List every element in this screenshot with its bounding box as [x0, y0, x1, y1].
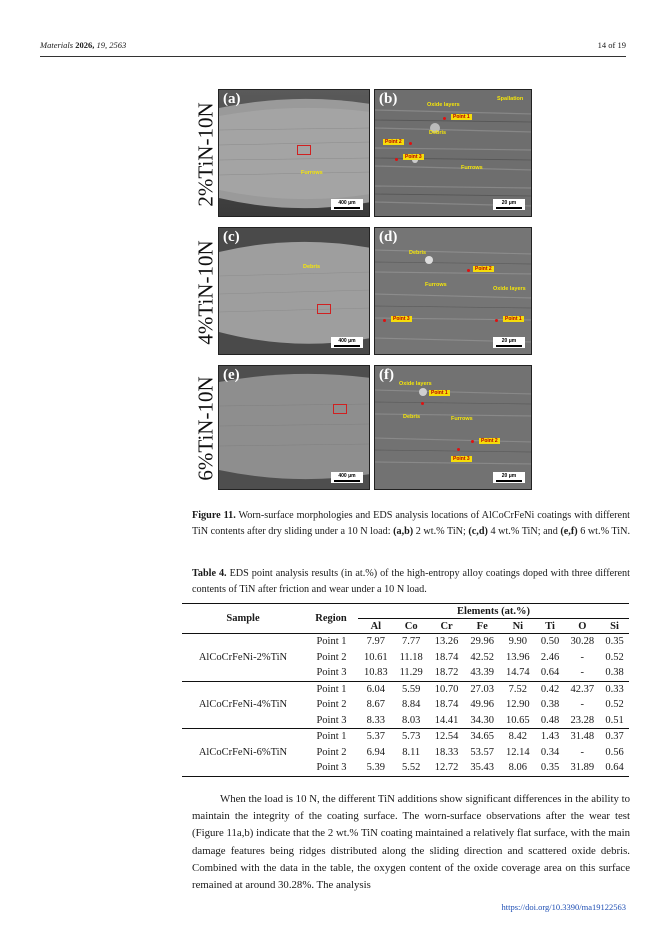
- point-marker: [495, 319, 498, 322]
- annotation-spallation: Spallation: [497, 96, 524, 102]
- element-header: Ti: [536, 619, 565, 634]
- value-cell: 0.50: [536, 634, 565, 650]
- point-marker: [471, 440, 474, 443]
- table-row: [182, 634, 629, 650]
- table-group-2pct: [182, 634, 629, 682]
- value-cell: 49.96: [470, 699, 495, 711]
- column-header-sample: Sample: [182, 604, 304, 634]
- figure-caption: Figure 11. Worn-surface morphologies and EDS analysis locations of AlCoCrFeNi coatings with different TiN contents after dry sliding under a 10 N load: (a,b) 2 wt.% TiN; (c,d) 4 wt.% TiN; and (e,f) 6 wt.% TiN.: [192, 510, 631, 537]
- point-marker-label: Point 1: [505, 316, 522, 322]
- point-marker: [457, 448, 460, 451]
- zoom-region-box: [333, 404, 347, 414]
- value-cell: 9.90: [500, 634, 536, 650]
- value-cell: 6.94: [366, 746, 385, 758]
- scale-bar: 20 μm: [493, 472, 525, 483]
- annotation-oxide-layers: Oxide layers: [427, 102, 460, 108]
- sem-panel-f: [374, 365, 532, 490]
- value-cell: 0.38: [605, 667, 624, 679]
- value-cell: 5.59: [394, 681, 429, 697]
- panel-label-a: (a): [223, 91, 241, 107]
- value-cell: 11.29: [399, 667, 423, 679]
- zoom-region-box: [297, 145, 311, 155]
- value-cell: 29.96: [464, 634, 500, 650]
- annotation-debris: Debris: [429, 130, 447, 136]
- value-cell: 7.52: [500, 681, 536, 697]
- region-cell: Point 1: [304, 729, 358, 745]
- value-cell: 5.52: [394, 760, 429, 776]
- panel-label-b: (b): [379, 91, 398, 107]
- journal-citation: Materials 2026, 19, 2563: [40, 40, 127, 50]
- point-marker: [395, 158, 398, 161]
- value-cell: 8.03: [402, 714, 421, 726]
- element-header: Ni: [500, 619, 536, 634]
- point-marker: [409, 142, 412, 145]
- value-cell: 0.51: [605, 714, 624, 726]
- column-header-elements: Elements (at.%): [358, 604, 629, 619]
- point-marker-label: Point 3: [405, 154, 422, 160]
- value-cell: 0.48: [540, 714, 560, 726]
- element-header: Al: [358, 619, 394, 634]
- point-marker: [383, 319, 386, 322]
- value-cell: 5.37: [358, 729, 394, 745]
- value-cell: 8.84: [402, 699, 421, 711]
- value-cell: 0.52: [605, 651, 624, 663]
- value-cell: 10.61: [364, 651, 388, 663]
- zoom-region-box: [317, 304, 331, 314]
- point-marker-label: Point 2: [385, 139, 402, 145]
- annotation-debris: Debris: [403, 414, 421, 420]
- region-cell: Point 3: [304, 760, 358, 776]
- sample-name: AlCoCrFeNi-6%TiN: [182, 729, 304, 777]
- value-cell: 10.70: [429, 681, 465, 697]
- element-header: Fe: [464, 619, 500, 634]
- sem-panel-c: [218, 227, 370, 355]
- region-cell: Point 2: [316, 699, 347, 711]
- value-cell: 34.30: [470, 714, 495, 726]
- sem-panel-b: [374, 89, 532, 217]
- annotation-furrows: Furrows: [425, 282, 447, 288]
- region-cell: Point 2: [316, 746, 347, 758]
- row-label-2pct: 2%TiN-10N: [193, 101, 218, 207]
- value-cell: 18.74: [434, 699, 459, 711]
- value-cell: 42.37: [564, 681, 600, 697]
- value-cell: 18.72: [434, 667, 459, 679]
- element-header: Co: [394, 619, 429, 634]
- value-cell: 14.74: [506, 667, 530, 679]
- running-header: [40, 40, 626, 54]
- value-cell: 42.52: [470, 651, 495, 663]
- point-marker-label: Point 2: [481, 438, 498, 444]
- point-marker: [443, 117, 446, 120]
- panel-label-e: (e): [223, 367, 240, 383]
- annotation-debris: Debris: [409, 250, 427, 256]
- value-cell: 5.39: [358, 760, 394, 776]
- header-divider: [40, 56, 626, 57]
- value-cell: 1.43: [536, 729, 565, 745]
- value-cell: 10.65: [506, 714, 530, 726]
- sem-image-c: [219, 228, 370, 355]
- element-header: O: [564, 619, 600, 634]
- value-cell: 31.89: [564, 760, 600, 776]
- value-cell: 18.74: [434, 651, 459, 663]
- annotation-furrows: Furrows: [451, 416, 473, 422]
- value-cell: 0.38: [540, 699, 560, 711]
- value-cell: 0.42: [536, 681, 565, 697]
- value-cell: 0.33: [600, 681, 629, 697]
- point-marker-label: Point 3: [453, 456, 470, 462]
- value-cell: 7.77: [394, 634, 429, 650]
- column-header-region: Region: [304, 604, 358, 634]
- sem-panel-e: [218, 365, 370, 490]
- value-cell: 27.03: [464, 681, 500, 697]
- value-cell: 43.39: [470, 667, 495, 679]
- value-cell: 34.65: [464, 729, 500, 745]
- point-marker-label: Point 2: [475, 266, 492, 272]
- value-cell: 23.28: [570, 714, 595, 726]
- annotation-debris: Debris: [303, 264, 321, 270]
- eds-table: [182, 603, 629, 777]
- annotation-oxide-layers: Oxide layers: [399, 381, 432, 387]
- value-cell: 35.43: [464, 760, 500, 776]
- table-row: [182, 681, 629, 697]
- scale-bar: 20 μm: [493, 199, 525, 210]
- sample-name: AlCoCrFeNi-4%TiN: [182, 681, 304, 729]
- scale-bar: 20 μm: [493, 337, 525, 348]
- element-header: Cr: [429, 619, 465, 634]
- value-cell: 0.56: [605, 746, 624, 758]
- value-cell: -: [580, 699, 585, 711]
- point-marker: [421, 402, 424, 405]
- body-paragraph: When the load is 10 N, the different TiN additions show significant differences in the ability to maintain the integrity of the coating surface. The worn-surface observations after the wear test (Figure 11a,b) indicate that the 2 wt.% TiN coating maintained a relatively flat surface, with the main damage features being ridges distributed along the sliding direction and scattered oxide debris. Combined with the data in the table, the oxygen content of the oxide coverage area on this surface remained at around 30.28%. The analysis: [192, 793, 630, 892]
- table-caption: Table 4. EDS point analysis results (in at.%) of the high-entropy alloy coatings doped with three different contents of TiN after friction and wear under a 10 N load.: [192, 568, 630, 595]
- scale-bar: 400 μm: [331, 472, 363, 483]
- value-cell: 12.72: [429, 760, 465, 776]
- value-cell: 10.83: [364, 667, 388, 679]
- value-cell: 0.35: [536, 760, 565, 776]
- row-label-4pct: 4%TiN-10N: [193, 239, 218, 345]
- table-row: [182, 729, 629, 745]
- sem-image-b: [375, 90, 532, 217]
- value-cell: 0.52: [605, 699, 624, 711]
- value-cell: 12.14: [506, 746, 530, 758]
- value-cell: 8.06: [500, 760, 536, 776]
- value-cell: -: [580, 667, 585, 679]
- sample-name: AlCoCrFeNi-2%TiN: [182, 634, 304, 682]
- value-cell: 8.42: [500, 729, 536, 745]
- value-cell: 18.33: [434, 746, 459, 758]
- point-marker: [467, 269, 470, 272]
- value-cell: 31.48: [564, 729, 600, 745]
- page-number: 14 of 19: [597, 40, 626, 50]
- value-cell: 12.90: [506, 699, 530, 711]
- scale-bar: 400 μm: [331, 337, 363, 348]
- value-cell: -: [580, 746, 585, 758]
- region-cell: Point 2: [316, 651, 347, 663]
- sem-panel-a: [218, 89, 370, 217]
- value-cell: 2.46: [540, 651, 560, 663]
- value-cell: 0.37: [600, 729, 629, 745]
- region-cell: Point 1: [304, 634, 358, 650]
- panel-label-f: (f): [379, 367, 394, 383]
- value-cell: 0.64: [600, 760, 629, 776]
- annotation-furrows: Furrows: [301, 170, 323, 176]
- panel-label-c: (c): [223, 229, 240, 245]
- value-cell: 0.64: [540, 667, 560, 679]
- table-group-4pct: [182, 681, 629, 729]
- region-cell: Point 3: [316, 714, 347, 726]
- value-cell: 13.96: [506, 651, 530, 663]
- value-cell: 0.35: [600, 634, 629, 650]
- value-cell: 8.67: [366, 699, 385, 711]
- value-cell: 12.54: [429, 729, 465, 745]
- value-cell: 8.33: [366, 714, 385, 726]
- annotation-furrows: Furrows: [461, 165, 483, 171]
- point-marker-label: Point 3: [393, 316, 410, 322]
- value-cell: 7.97: [358, 634, 394, 650]
- value-cell: 30.28: [564, 634, 600, 650]
- value-cell: 13.26: [429, 634, 465, 650]
- scale-bar: 400 μm: [331, 199, 363, 210]
- row-label-6pct: 6%TiN-10N: [193, 375, 218, 481]
- value-cell: 53.57: [470, 746, 495, 758]
- annotation-oxide-layers: Oxide layers: [493, 286, 526, 292]
- value-cell: 8.11: [402, 746, 421, 758]
- sem-panel-d: [374, 227, 532, 355]
- value-cell: 14.41: [434, 714, 459, 726]
- value-cell: 0.34: [540, 746, 560, 758]
- value-cell: 5.73: [394, 729, 429, 745]
- value-cell: -: [580, 651, 585, 663]
- element-header: Si: [600, 619, 629, 634]
- value-cell: 6.04: [358, 681, 394, 697]
- region-cell: Point 1: [304, 681, 358, 697]
- sem-image-a: [219, 90, 370, 217]
- doi-link[interactable]: https://doi.org/10.3390/ma19122563: [501, 902, 626, 912]
- point-marker-label: Point 1: [431, 390, 448, 396]
- value-cell: 11.18: [399, 651, 423, 663]
- region-cell: Point 3: [316, 667, 347, 679]
- figure-11: [192, 86, 534, 494]
- table-group-6pct: [182, 729, 629, 777]
- point-marker-label: Point 1: [453, 114, 470, 120]
- panel-label-d: (d): [379, 229, 398, 245]
